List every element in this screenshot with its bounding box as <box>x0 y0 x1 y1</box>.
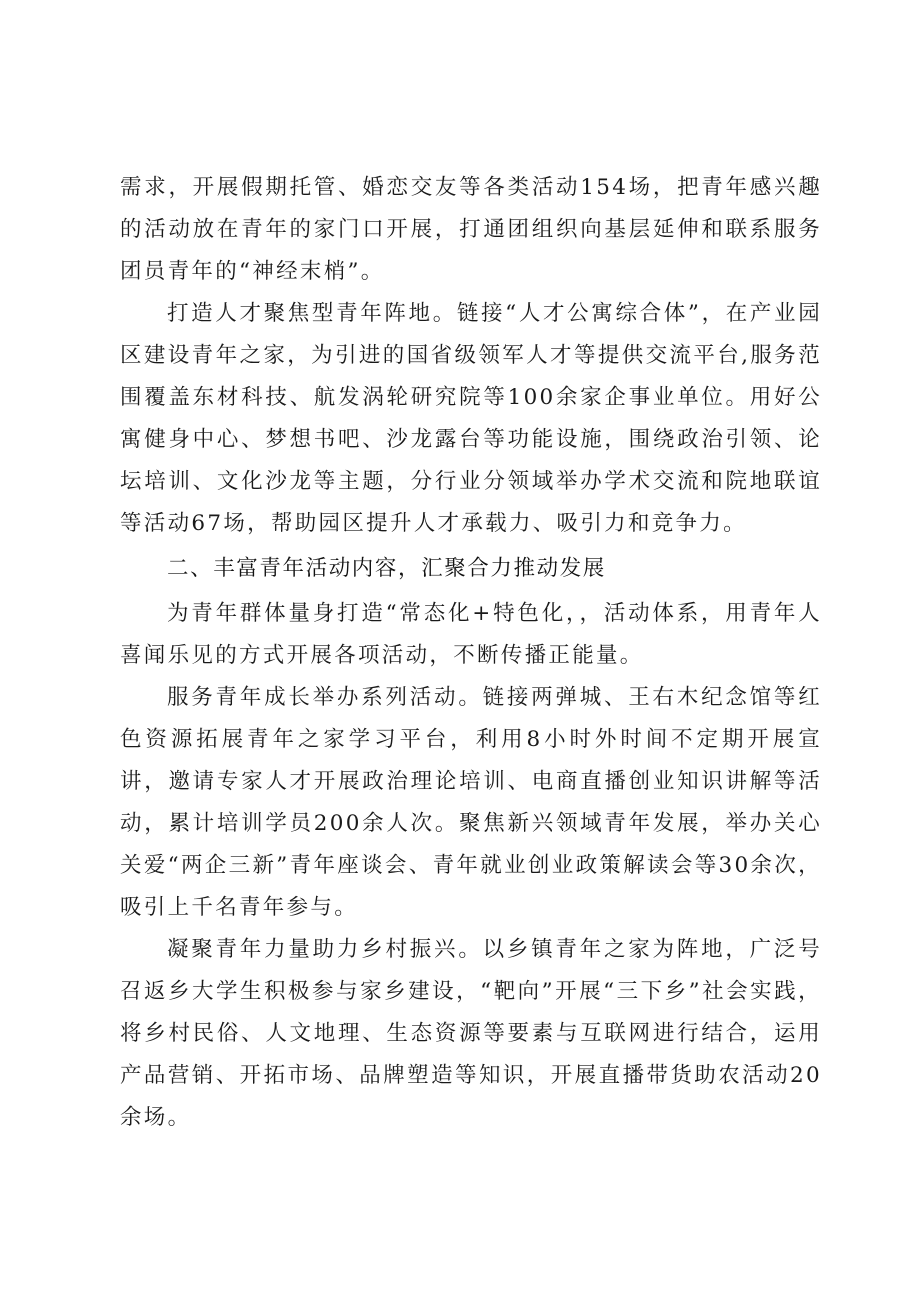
paragraph-youth-growth: 服务青年成长举办系列活动。链接两弹城、王右木纪念馆等红色资源拓展青年之家学习平台，利用8小时外时间不定期开展宣讲，邀请专家人才开展政治理论培训、电商直播创业知识讲解等活动，累计培训学员200余人次。聚焦新兴领域青年发展，举办关心关爱“两企三新”青年座谈会、青年就业创业政策解读会等30余次，吸引上千名青年参与。 <box>120 685 822 920</box>
paragraph-rural-revitalization: 凝聚青年力量助力乡村振兴。以乡镇青年之家为阵地，广泛号召返乡大学生积极参与家乡建设，“靶向”开展“三下乡”社会实践，将乡村民俗、人文地理、生态资源等要素与互联网进行结合，运用产品营销、开拓市场、品牌塑造等知识，开展直播带货助农活动20余场。 <box>120 937 822 1130</box>
document-body <box>120 167 822 1139</box>
section-heading: 二、丰富青年活动内容，汇聚合力推动发展 <box>167 556 606 581</box>
paragraph-continuation: 需求，开展假期托管、婚恋交友等各类活动154场，把青年感兴趣的活动放在青年的家门口开展，打通团组织向基层延伸和联系服务团员青年的“神经末梢”。 <box>120 175 822 284</box>
paragraph-talent-base: 打造人才聚焦型青年阵地。链接“人才公寓综合体”，在产业园区建设青年之家，为引进的国省级领军人才等提供交流平台,服务范围覆盖东材科技、航发涡轮研究院等100余家企事业单位。用好公寓健身中心、梦想书吧、沙龙露台等功能设施，围绕政治引领、论坛培训、文化沙龙等主题，分行业分领域举办学术交流和院地联谊等活动67场，帮助园区提升人才承载力、吸引力和竞争力。 <box>120 301 822 536</box>
paragraph-activity-system: 为青年群体量身打造“常态化+特色化，，活动体系，用青年人喜闻乐见的方式开展各项活动，不断传播正能量。 <box>120 601 822 668</box>
